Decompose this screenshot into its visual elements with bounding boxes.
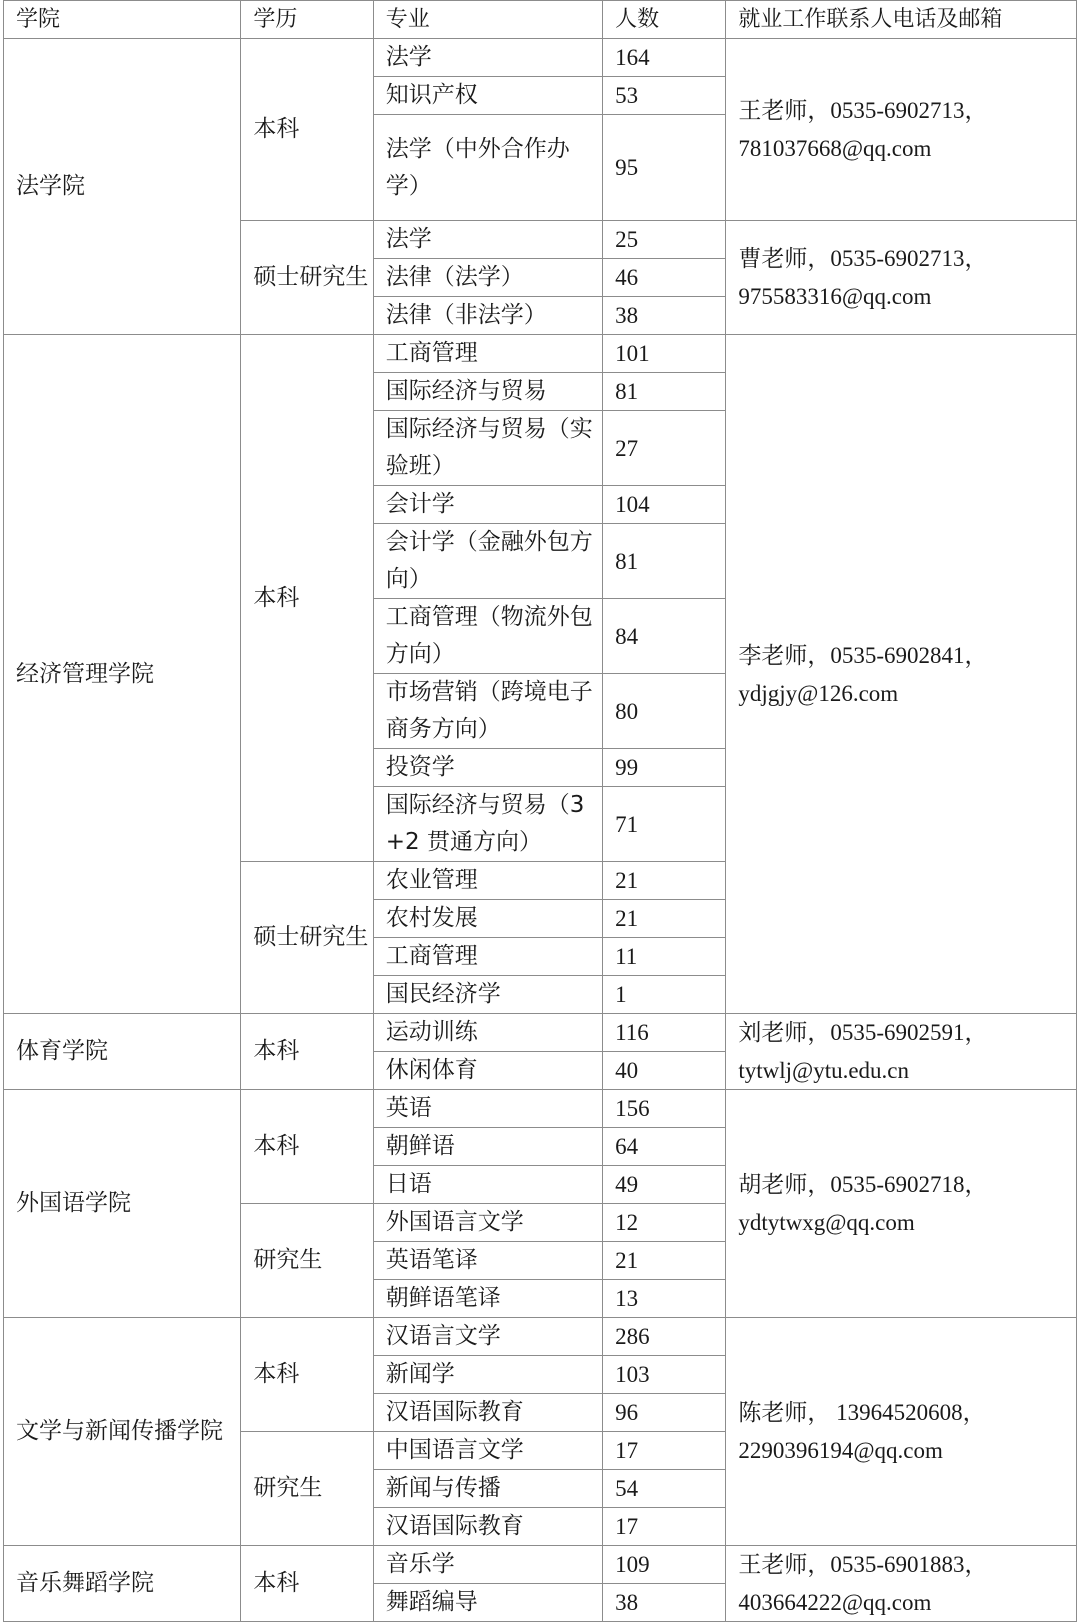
header-college: 学院: [4, 1, 241, 39]
count-cell: 71: [603, 787, 726, 862]
count-cell: 96: [603, 1394, 726, 1432]
count-cell: 156: [603, 1090, 726, 1128]
count-cell: 21: [603, 900, 726, 938]
level-cell: 本科: [241, 1318, 373, 1432]
major-cell: 朝鲜语: [373, 1128, 602, 1166]
contact-cell: [726, 1318, 1077, 1546]
count-cell: 53: [603, 77, 726, 115]
level-cell: 本科: [241, 1014, 373, 1090]
major-cell: 舞蹈编导: [373, 1584, 602, 1622]
contact-cell: [726, 1014, 1077, 1090]
contact-phone: 0535-6902841，: [830, 642, 988, 668]
major-cell: 新闻学: [373, 1356, 602, 1394]
contact-name: 曹老师，: [738, 246, 831, 272]
major-cell: 会计学: [373, 486, 602, 524]
header-contact: 就业工作联系人电话及邮箱: [726, 1, 1077, 39]
count-cell: 104: [603, 486, 726, 524]
major-cell: 知识产权: [373, 77, 602, 115]
contact-name: 陈老师，: [738, 1400, 831, 1426]
contact-phone: 0535-6902591，: [830, 1020, 988, 1045]
header-level: 学历: [241, 1, 373, 39]
major-cell: 运动训练: [373, 1014, 602, 1052]
contact-phone: 0535-6902713，: [830, 246, 988, 271]
major-cell: 投资学: [373, 749, 602, 787]
count-cell: 1: [603, 976, 726, 1014]
contact-cell: [726, 221, 1077, 335]
employment-contact-table: [3, 0, 1077, 1622]
count-cell: 38: [603, 297, 726, 335]
level-cell: 本科: [241, 39, 373, 221]
header-row: [4, 1, 1077, 39]
count-cell: 109: [603, 1546, 726, 1584]
contact-email: ydjgjy@126.com: [738, 680, 899, 706]
major-cell: 汉语国际教育: [373, 1508, 602, 1546]
major-cell: 国民经济学: [373, 976, 602, 1014]
count-cell: 101: [603, 335, 726, 373]
major-cell: 中国语言文学: [373, 1432, 602, 1470]
major-cell: 休闲体育: [373, 1052, 602, 1090]
contact-name: 刘老师，: [738, 1020, 831, 1046]
contact-email: 403664222@qq.com: [738, 1590, 932, 1615]
level-cell: 硕士研究生: [241, 221, 373, 335]
contact-cell: [726, 39, 1077, 221]
college-cell: 经济管理学院: [4, 335, 241, 1014]
major-cell: 法学（中外合作办学）: [373, 115, 602, 221]
contact-cell: [726, 1546, 1077, 1622]
table-row: [4, 39, 1077, 77]
college-cell: 体育学院: [4, 1014, 241, 1090]
major-cell: 日语: [373, 1166, 602, 1204]
count-cell: 54: [603, 1470, 726, 1508]
major-cell: 工商管理: [373, 335, 602, 373]
contact-cell: [726, 335, 1077, 1014]
table-row: [4, 1546, 1077, 1584]
major-cell: 农业管理: [373, 862, 602, 900]
count-cell: 13: [603, 1280, 726, 1318]
header-major: 专业: [373, 1, 602, 39]
count-cell: 80: [603, 674, 726, 749]
level-cell: 硕士研究生: [241, 862, 373, 1014]
count-cell: 25: [603, 221, 726, 259]
contact-phone: 13964520608，: [830, 1400, 986, 1425]
count-cell: 116: [603, 1014, 726, 1052]
major-cell: 法学: [373, 39, 602, 77]
major-cell: 汉语言文学: [373, 1318, 602, 1356]
major-cell: 国际经济与贸易: [373, 373, 602, 411]
count-cell: 38: [603, 1584, 726, 1622]
count-cell: 164: [603, 39, 726, 77]
major-cell: 国际经济与贸易（实验班）: [373, 411, 602, 486]
major-cell: 法学: [373, 221, 602, 259]
table-row: [4, 1014, 1077, 1052]
major-cell: 朝鲜语笔译: [373, 1280, 602, 1318]
contact-name: 王老师，: [738, 98, 831, 124]
major-cell: 工商管理: [373, 938, 602, 976]
major-cell: 音乐学: [373, 1546, 602, 1584]
major-cell: 英语: [373, 1090, 602, 1128]
level-cell: 研究生: [241, 1204, 373, 1318]
count-cell: 99: [603, 749, 726, 787]
major-cell: 新闻与传播: [373, 1470, 602, 1508]
college-cell: 外国语学院: [4, 1090, 241, 1318]
table-row: [4, 335, 1077, 373]
contact-email: 2290396194@qq.com: [738, 1438, 943, 1463]
contact-email: 975583316@qq.com: [738, 284, 932, 309]
count-cell: 46: [603, 259, 726, 297]
count-cell: 103: [603, 1356, 726, 1394]
count-cell: 21: [603, 1242, 726, 1280]
major-cell: 法律（非法学）: [373, 297, 602, 335]
contact-name: 李老师，: [738, 642, 831, 669]
college-cell: 文学与新闻传播学院: [4, 1318, 241, 1546]
contact-name: 胡老师，: [738, 1172, 831, 1198]
count-cell: 12: [603, 1204, 726, 1242]
count-cell: 81: [603, 373, 726, 411]
major-cell: 市场营销（跨境电子商务方向）: [373, 674, 602, 749]
contact-name: 王老师，: [738, 1552, 831, 1578]
count-cell: 27: [603, 411, 726, 486]
contact-phone: 0535-6901883，: [830, 1552, 988, 1577]
college-cell: 法学院: [4, 39, 241, 335]
major-cell: 法律（法学）: [373, 259, 602, 297]
header-count: 人数: [603, 1, 726, 39]
major-cell: 农村发展: [373, 900, 602, 938]
count-cell: 64: [603, 1128, 726, 1166]
major-cell: 外国语言文学: [373, 1204, 602, 1242]
count-cell: 95: [603, 115, 726, 221]
count-cell: 11: [603, 938, 726, 976]
major-cell: 英语笔译: [373, 1242, 602, 1280]
count-cell: 17: [603, 1508, 726, 1546]
contact-email: ydtytwxg@qq.com: [738, 1210, 915, 1235]
contact-phone: 0535-6902718，: [830, 1172, 988, 1197]
level-cell: 研究生: [241, 1432, 373, 1546]
contact-phone: 0535-6902713，: [830, 98, 988, 123]
level-cell: 本科: [241, 335, 373, 862]
table-row: [4, 1090, 1077, 1128]
college-cell: 音乐舞蹈学院: [4, 1546, 241, 1622]
table-row: [4, 1318, 1077, 1356]
count-cell: 49: [603, 1166, 726, 1204]
level-cell: 本科: [241, 1546, 373, 1622]
contact-email: 781037668@qq.com: [738, 136, 932, 161]
count-cell: 21: [603, 862, 726, 900]
count-cell: 286: [603, 1318, 726, 1356]
contact-cell: [726, 1090, 1077, 1318]
count-cell: 81: [603, 524, 726, 599]
level-cell: 本科: [241, 1090, 373, 1204]
contact-email: tytwlj@ytu.edu.cn: [738, 1058, 910, 1083]
count-cell: 40: [603, 1052, 726, 1090]
major-cell: 工商管理（物流外包方向）: [373, 599, 602, 674]
major-cell: 国际经济与贸易（3+2 贯通方向）: [373, 787, 602, 862]
major-cell: 会计学（金融外包方向）: [373, 524, 602, 599]
major-cell: 汉语国际教育: [373, 1394, 602, 1432]
count-cell: 17: [603, 1432, 726, 1470]
count-cell: 84: [603, 599, 726, 674]
